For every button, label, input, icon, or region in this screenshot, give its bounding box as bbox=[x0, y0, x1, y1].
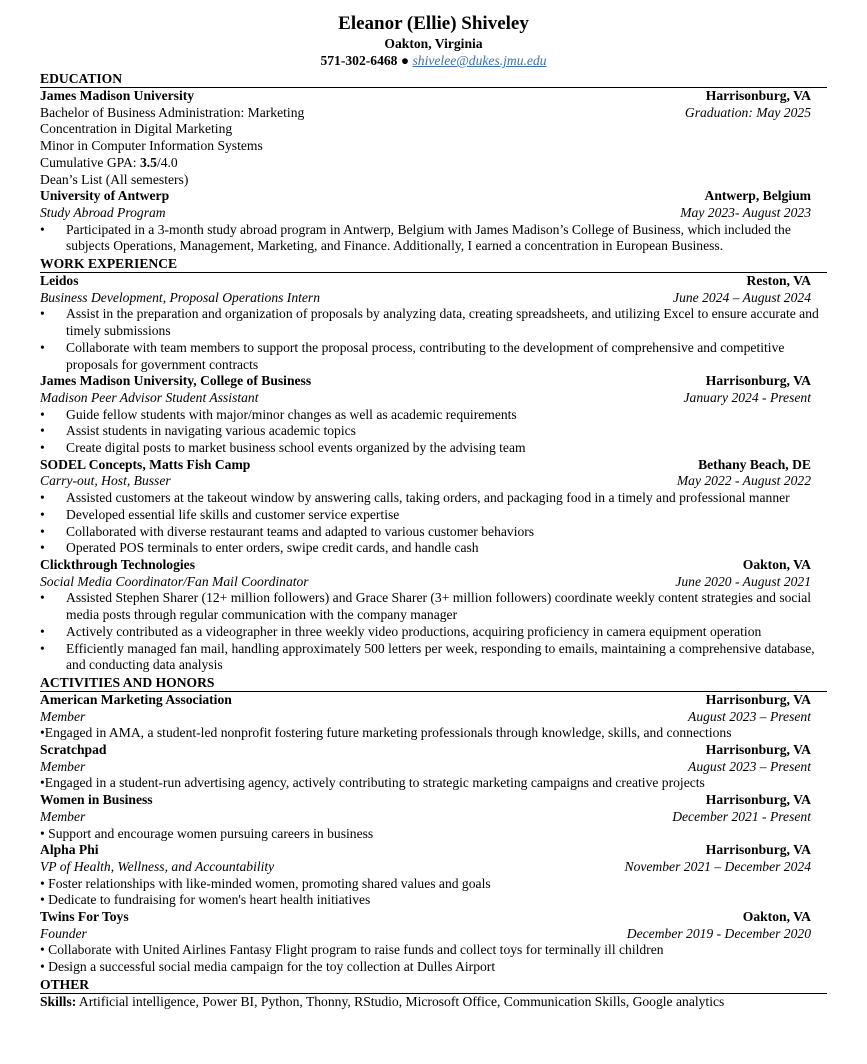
gpa-label: Cumulative GPA: bbox=[40, 154, 140, 170]
list-item: • Assist students in navigating various academic topics bbox=[40, 423, 827, 440]
activity-role-row bbox=[40, 926, 827, 943]
list-item: • Collaborated with diverse restaurant teams and adapted to various customer behaviors bbox=[40, 524, 827, 541]
school-name: University of Antwerp bbox=[40, 188, 170, 204]
skills-label: Skills: bbox=[40, 993, 77, 1009]
employer-name: James Madison University, College of Business bbox=[40, 373, 312, 389]
activity-header-row bbox=[40, 842, 827, 859]
contact-line bbox=[40, 52, 827, 70]
activity-role-row bbox=[40, 859, 827, 876]
jmu-row bbox=[40, 88, 827, 105]
activity-org: Twins For Toys bbox=[40, 909, 129, 925]
activity-role: Member bbox=[40, 808, 86, 824]
concentration: Concentration in Digital Marketing bbox=[40, 121, 233, 137]
school-location: Harrisonburg, VA bbox=[705, 88, 811, 103]
job-bullets bbox=[40, 407, 827, 457]
candidate-name: Eleanor (Ellie) Shiveley bbox=[338, 13, 529, 34]
activity-line: •Engaged in a student-run advertising agency, actively contributing to strategic marketing campaigns and creative projects bbox=[40, 775, 705, 791]
activity-line: • Collaborate with United Airlines Fantasy Flight program to raise funds and collect toys for terminally ill children bbox=[40, 942, 664, 958]
job-dates: May 2022 - August 2022 bbox=[676, 473, 811, 489]
employer-location: Harrisonburg, VA bbox=[705, 373, 811, 389]
job-bullets bbox=[40, 306, 827, 373]
activity-location: Harrisonburg, VA bbox=[705, 792, 811, 808]
activity-role: Member bbox=[40, 708, 86, 724]
employer-location: Oakton, VA bbox=[742, 556, 811, 572]
phone-number: 571-302-6468 ● bbox=[320, 53, 410, 68]
program-dates: May 2023- August 2023 bbox=[680, 204, 811, 220]
activity-line: • Foster relationships with like-minded women, promoting shared values and goals bbox=[40, 875, 491, 891]
minor: Minor in Computer Information Systems bbox=[40, 138, 263, 154]
activity-line: • Dedicate to fundraising for women's heart health initiatives bbox=[40, 892, 371, 908]
degree: Bachelor of Business Administration: Marketing bbox=[40, 104, 305, 120]
activity-location: Harrisonburg, VA bbox=[705, 742, 811, 758]
job-dates: June 2024 – August 2024 bbox=[673, 289, 811, 305]
degree-row bbox=[40, 105, 827, 122]
gpa-scale: /4.0 bbox=[156, 154, 178, 170]
employer-name: Leidos bbox=[40, 273, 79, 289]
graduation-date: Graduation: May 2025 bbox=[684, 104, 811, 120]
job-header-row bbox=[40, 457, 827, 474]
program-name: Study Abroad Program bbox=[40, 204, 166, 220]
list-item: • Assisted customers at the takeout window by answering calls, taking orders, and packaging food in a timely and professional manner bbox=[40, 490, 827, 507]
activity-dates: August 2023 – Present bbox=[688, 758, 811, 774]
skills-value: Artificial intelligence, Power BI, Python, Thonny, RStudio, Microsoft Office, Communication Skills, Google analytics bbox=[76, 993, 725, 1009]
job-bullets bbox=[40, 590, 827, 674]
job-role-row bbox=[40, 290, 827, 307]
activity-org: American Marketing Association bbox=[40, 691, 232, 707]
job-title: Madison Peer Advisor Student Assistant bbox=[40, 389, 259, 405]
job-header-row bbox=[40, 273, 827, 290]
skills-line bbox=[40, 994, 827, 1011]
activity-location: Oakton, VA bbox=[742, 909, 811, 925]
email-link[interactable]: shivelee@dukes.jmu.edu bbox=[412, 53, 547, 68]
activity-header-row bbox=[40, 792, 827, 809]
gpa bbox=[40, 155, 827, 172]
list-item: • Participated in a 3-month study abroad program in Antwerp, Belgium with James Madison’s College of Business, which included the subjects Operations, Management, Marketing, and Finance. Additionally, I earned a concentration in European Business. bbox=[40, 222, 827, 255]
job-header-row bbox=[40, 373, 827, 390]
school-location: Antwerp, Belgium bbox=[704, 188, 811, 204]
antwerp-bullets bbox=[40, 222, 827, 255]
other-heading: OTHER bbox=[40, 976, 827, 994]
job-title: Carry-out, Host, Busser bbox=[40, 473, 171, 489]
activity-location: Harrisonburg, VA bbox=[705, 691, 811, 707]
job-role-row bbox=[40, 574, 827, 591]
activity-line: •Engaged in AMA, a student-led nonprofit fostering future marketing professionals through knowledge, skills, and connections bbox=[40, 725, 732, 741]
gpa-value: 3.5 bbox=[139, 154, 157, 170]
job-role-row bbox=[40, 473, 827, 490]
activity-dates: August 2023 – Present bbox=[688, 708, 811, 724]
activity-role-row bbox=[40, 809, 827, 826]
list-item: • Guide fellow students with major/minor changes as well as academic requirements bbox=[40, 407, 827, 424]
job-header-row bbox=[40, 557, 827, 574]
activity-header-row bbox=[40, 692, 827, 709]
list-item: • Efficiently managed fan mail, handling approximately 500 letters per week, responding to emails, maintaining a comprehensive database, and conducting data analysis bbox=[40, 641, 827, 674]
activity-location: Harrisonburg, VA bbox=[705, 842, 811, 858]
activity-role: Member bbox=[40, 758, 86, 774]
job-dates: June 2020 - August 2021 bbox=[675, 573, 811, 589]
education-heading: EDUCATION bbox=[40, 70, 827, 88]
antwerp-row bbox=[40, 188, 827, 205]
list-item: • Assisted Stephen Sharer (12+ million followers) and Grace Sharer (3+ million followers) coordinate weekly content strategies and social media posts through regular communication with the company manager bbox=[40, 590, 827, 623]
activity-role: VP of Health, Wellness, and Accountability bbox=[40, 858, 275, 874]
job-dates: January 2024 - Present bbox=[683, 389, 811, 405]
activity-org: Alpha Phi bbox=[40, 842, 99, 858]
activity-line: • Support and encourage women pursuing careers in business bbox=[40, 825, 374, 841]
list-item: • Create digital posts to market business school events organized by the advising team bbox=[40, 440, 827, 457]
job-title: Business Development, Proposal Operations Intern bbox=[40, 289, 321, 305]
job-role-row bbox=[40, 390, 827, 407]
activity-org: Scratchpad bbox=[40, 742, 107, 758]
activity-role-row bbox=[40, 759, 827, 776]
list-item: • Developed essential life skills and customer service expertise bbox=[40, 507, 827, 524]
employer-name: SODEL Concepts, Matts Fish Camp bbox=[40, 456, 251, 472]
list-item: • Operated POS terminals to enter orders, swipe credit cards, and handle cash bbox=[40, 540, 827, 557]
activity-role: Founder bbox=[40, 925, 87, 941]
activity-org: Women in Business bbox=[40, 792, 153, 808]
employer-location: Bethany Beach, DE bbox=[698, 456, 811, 472]
activity-header-row bbox=[40, 909, 827, 926]
activity-dates: November 2021 – December 2024 bbox=[624, 858, 811, 874]
activity-header-row bbox=[40, 742, 827, 759]
resume-header bbox=[40, 12, 827, 70]
job-bullets bbox=[40, 490, 827, 557]
activity-dates: December 2019 - December 2020 bbox=[626, 925, 811, 941]
job-title: Social Media Coordinator/Fan Mail Coordinator bbox=[40, 573, 309, 589]
work-heading: WORK EXPERIENCE bbox=[40, 255, 827, 273]
activity-dates: December 2021 - Present bbox=[672, 808, 811, 824]
list-item: • Assist in the preparation and organization of proposals by analyzing data, creating spreadsheets, and utilizing Excel to ensure accurate and timely submissions bbox=[40, 306, 827, 339]
employer-name: Clickthrough Technologies bbox=[40, 556, 195, 572]
employer-location: Reston, VA bbox=[746, 273, 811, 289]
list-item: • Actively contributed as a videographer in three weekly video productions, acquiring proficiency in camera equipment operation bbox=[40, 624, 827, 641]
deans-list: Dean’s List (All semesters) bbox=[40, 171, 189, 187]
school-name: James Madison University bbox=[40, 88, 195, 103]
activity-line: • Design a successful social media campaign for the toy collection at Dulles Airport bbox=[40, 959, 496, 975]
activity-role-row bbox=[40, 709, 827, 726]
candidate-location: Oakton, Virginia bbox=[384, 36, 483, 51]
activities-heading: ACTIVITIES AND HONORS bbox=[40, 674, 827, 692]
list-item: • Collaborate with team members to support the proposal process, contributing to the development of comprehensive and competitive proposals for government contracts bbox=[40, 340, 827, 373]
program-row bbox=[40, 205, 827, 222]
